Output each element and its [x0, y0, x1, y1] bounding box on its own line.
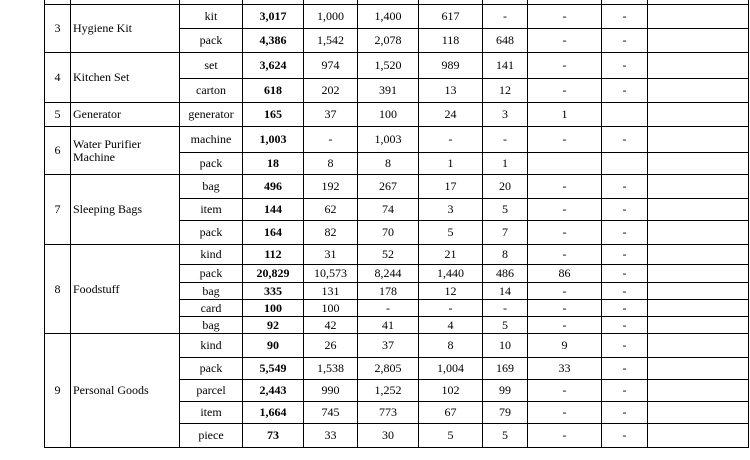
- value-cell: 24: [419, 103, 483, 127]
- total-cell: 496: [243, 175, 304, 199]
- value-cell: -: [602, 380, 648, 402]
- total-cell: 112: [243, 245, 304, 265]
- unit-cell: pack: [180, 221, 243, 245]
- total-cell: 5,549: [243, 358, 304, 380]
- table-row: [45, 334, 749, 358]
- table-row: [45, 103, 749, 127]
- value-cell: [648, 265, 749, 283]
- total-cell: 3,624: [243, 53, 304, 79]
- value-cell: [648, 103, 749, 127]
- value-cell: 14: [483, 283, 528, 300]
- value-cell: [648, 380, 749, 402]
- item-number-cell: 3: [45, 5, 71, 53]
- unit-cell: set: [180, 53, 243, 79]
- value-cell: -: [358, 300, 419, 317]
- table-body: [45, 0, 749, 448]
- value-cell: 33: [304, 424, 358, 448]
- value-cell: -: [528, 199, 602, 221]
- item-number-cell: 6: [45, 127, 71, 175]
- value-cell: 5: [483, 317, 528, 334]
- value-cell: 118: [419, 29, 483, 53]
- total-cell: 73: [243, 424, 304, 448]
- value-cell: 1,538: [304, 358, 358, 380]
- value-cell: 12: [483, 79, 528, 103]
- value-cell: 30: [358, 424, 419, 448]
- value-cell: 5: [483, 199, 528, 221]
- value-cell: -: [528, 283, 602, 300]
- value-cell: -: [528, 29, 602, 53]
- value-cell: 37: [304, 103, 358, 127]
- value-cell: -: [602, 283, 648, 300]
- value-cell: -: [602, 221, 648, 245]
- value-cell: -: [602, 245, 648, 265]
- total-cell: 2,443: [243, 380, 304, 402]
- unit-cell: generator: [180, 103, 243, 127]
- value-cell: 1,000: [304, 5, 358, 29]
- value-cell: [648, 424, 749, 448]
- value-cell: [648, 175, 749, 199]
- item-name-cell: Foodstuff: [71, 245, 180, 334]
- value-cell: [648, 5, 749, 29]
- value-cell: -: [602, 300, 648, 317]
- total-cell: 335: [243, 283, 304, 300]
- value-cell: 1,400: [358, 5, 419, 29]
- value-cell: 1: [528, 103, 602, 127]
- unit-cell: pack: [180, 153, 243, 175]
- value-cell: 82: [304, 221, 358, 245]
- total-cell: 164: [243, 221, 304, 245]
- value-cell: -: [602, 424, 648, 448]
- value-cell: [648, 221, 749, 245]
- value-cell: [648, 127, 749, 153]
- item-number-cell: 5: [45, 103, 71, 127]
- value-cell: 4: [419, 317, 483, 334]
- value-cell: [648, 283, 749, 300]
- value-cell: 8: [483, 245, 528, 265]
- value-cell: 8: [358, 153, 419, 175]
- value-cell: -: [602, 199, 648, 221]
- value-cell: 5: [419, 424, 483, 448]
- value-cell: [528, 153, 602, 175]
- table-row: [45, 245, 749, 265]
- value-cell: 31: [304, 245, 358, 265]
- value-cell: [648, 29, 749, 53]
- value-cell: 3: [483, 103, 528, 127]
- total-cell: 4,386: [243, 29, 304, 53]
- value-cell: -: [528, 127, 602, 153]
- value-cell: -: [528, 380, 602, 402]
- table-row: [45, 5, 749, 29]
- value-cell: 10: [483, 334, 528, 358]
- value-cell: [648, 402, 749, 424]
- value-cell: 21: [419, 245, 483, 265]
- value-cell: -: [602, 53, 648, 79]
- value-cell: -: [419, 300, 483, 317]
- item-number-cell: 9: [45, 334, 71, 448]
- value-cell: -: [528, 245, 602, 265]
- value-cell: -: [483, 300, 528, 317]
- total-cell: 1,003: [243, 127, 304, 153]
- value-cell: 192: [304, 175, 358, 199]
- value-cell: -: [602, 175, 648, 199]
- value-cell: 37: [358, 334, 419, 358]
- value-cell: [648, 358, 749, 380]
- value-cell: 102: [419, 380, 483, 402]
- value-cell: 391: [358, 79, 419, 103]
- value-cell: [602, 103, 648, 127]
- value-cell: 617: [419, 5, 483, 29]
- value-cell: 773: [358, 402, 419, 424]
- value-cell: 52: [358, 245, 419, 265]
- value-cell: 141: [483, 53, 528, 79]
- value-cell: -: [528, 5, 602, 29]
- value-cell: -: [602, 5, 648, 29]
- value-cell: 1,520: [358, 53, 419, 79]
- total-cell: 92: [243, 317, 304, 334]
- table-row: [45, 175, 749, 199]
- item-name-cell: Water Purifier Machine: [71, 127, 180, 175]
- value-cell: 12: [419, 283, 483, 300]
- unit-cell: pack: [180, 29, 243, 53]
- total-cell: 100: [243, 300, 304, 317]
- value-cell: [648, 334, 749, 358]
- value-cell: 17: [419, 175, 483, 199]
- value-cell: -: [304, 127, 358, 153]
- value-cell: -: [528, 175, 602, 199]
- value-cell: 1,542: [304, 29, 358, 53]
- value-cell: -: [602, 29, 648, 53]
- value-cell: 974: [304, 53, 358, 79]
- value-cell: -: [528, 424, 602, 448]
- value-cell: 8: [304, 153, 358, 175]
- value-cell: 5: [419, 221, 483, 245]
- value-cell: 131: [304, 283, 358, 300]
- unit-cell: kind: [180, 245, 243, 265]
- value-cell: 2,078: [358, 29, 419, 53]
- value-cell: 79: [483, 402, 528, 424]
- item-name-cell: Hygiene Kit: [71, 5, 180, 53]
- value-cell: 20: [483, 175, 528, 199]
- total-cell: 165: [243, 103, 304, 127]
- value-cell: 486: [483, 265, 528, 283]
- value-cell: 1: [483, 153, 528, 175]
- value-cell: 67: [419, 402, 483, 424]
- total-cell: 90: [243, 334, 304, 358]
- value-cell: -: [528, 300, 602, 317]
- unit-cell: bag: [180, 283, 243, 300]
- unit-cell: pack: [180, 358, 243, 380]
- value-cell: 5: [483, 424, 528, 448]
- value-cell: 9: [528, 334, 602, 358]
- value-cell: 169: [483, 358, 528, 380]
- value-cell: [648, 153, 749, 175]
- total-cell: 618: [243, 79, 304, 103]
- value-cell: 1,003: [358, 127, 419, 153]
- value-cell: -: [602, 358, 648, 380]
- value-cell: 989: [419, 53, 483, 79]
- value-cell: -: [483, 5, 528, 29]
- value-cell: -: [528, 317, 602, 334]
- value-cell: [648, 300, 749, 317]
- unit-cell: machine: [180, 127, 243, 153]
- unit-cell: pack: [180, 265, 243, 283]
- value-cell: 13: [419, 79, 483, 103]
- value-cell: 3: [419, 199, 483, 221]
- unit-cell: carton: [180, 79, 243, 103]
- value-cell: 1,004: [419, 358, 483, 380]
- value-cell: -: [602, 127, 648, 153]
- value-cell: [648, 199, 749, 221]
- total-cell: 3,017: [243, 5, 304, 29]
- value-cell: 8: [419, 334, 483, 358]
- value-cell: -: [602, 265, 648, 283]
- value-cell: [648, 317, 749, 334]
- table-row: [45, 53, 749, 79]
- item-number-cell: 7: [45, 175, 71, 245]
- total-cell: 144: [243, 199, 304, 221]
- value-cell: 1,440: [419, 265, 483, 283]
- total-cell: 1,664: [243, 402, 304, 424]
- value-cell: 74: [358, 199, 419, 221]
- value-cell: [602, 153, 648, 175]
- value-cell: -: [528, 53, 602, 79]
- value-cell: 10,573: [304, 265, 358, 283]
- value-cell: 7: [483, 221, 528, 245]
- item-name-cell: Kitchen Set: [71, 53, 180, 103]
- value-cell: 2,805: [358, 358, 419, 380]
- value-cell: -: [528, 402, 602, 424]
- unit-cell: kit: [180, 5, 243, 29]
- unit-cell: item: [180, 199, 243, 221]
- value-cell: 178: [358, 283, 419, 300]
- value-cell: -: [602, 317, 648, 334]
- unit-cell: card: [180, 300, 243, 317]
- value-cell: 33: [528, 358, 602, 380]
- value-cell: [648, 245, 749, 265]
- item-name-cell: Generator: [71, 103, 180, 127]
- value-cell: -: [602, 334, 648, 358]
- value-cell: 99: [483, 380, 528, 402]
- value-cell: 267: [358, 175, 419, 199]
- value-cell: 1: [419, 153, 483, 175]
- value-cell: 41: [358, 317, 419, 334]
- unit-cell: item: [180, 402, 243, 424]
- item-name-cell: Sleeping Bags: [71, 175, 180, 245]
- value-cell: -: [528, 221, 602, 245]
- unit-cell: parcel: [180, 380, 243, 402]
- value-cell: 745: [304, 402, 358, 424]
- unit-cell: piece: [180, 424, 243, 448]
- value-cell: -: [602, 79, 648, 103]
- value-cell: 100: [358, 103, 419, 127]
- item-number-cell: 8: [45, 245, 71, 334]
- value-cell: [648, 79, 749, 103]
- item-number-cell: 4: [45, 53, 71, 103]
- relief-goods-table: [44, 0, 749, 448]
- value-cell: 86: [528, 265, 602, 283]
- value-cell: 8,244: [358, 265, 419, 283]
- value-cell: -: [419, 127, 483, 153]
- value-cell: -: [602, 402, 648, 424]
- unit-cell: bag: [180, 317, 243, 334]
- value-cell: 100: [304, 300, 358, 317]
- total-cell: 20,829: [243, 265, 304, 283]
- value-cell: 202: [304, 79, 358, 103]
- value-cell: [648, 53, 749, 79]
- value-cell: 62: [304, 199, 358, 221]
- value-cell: 42: [304, 317, 358, 334]
- value-cell: 990: [304, 380, 358, 402]
- item-name-cell: Personal Goods: [71, 334, 180, 448]
- value-cell: -: [528, 79, 602, 103]
- unit-cell: bag: [180, 175, 243, 199]
- value-cell: 26: [304, 334, 358, 358]
- total-cell: 18: [243, 153, 304, 175]
- unit-cell: kind: [180, 334, 243, 358]
- value-cell: 1,252: [358, 380, 419, 402]
- value-cell: 70: [358, 221, 419, 245]
- value-cell: -: [483, 127, 528, 153]
- value-cell: 648: [483, 29, 528, 53]
- table-row: [45, 127, 749, 153]
